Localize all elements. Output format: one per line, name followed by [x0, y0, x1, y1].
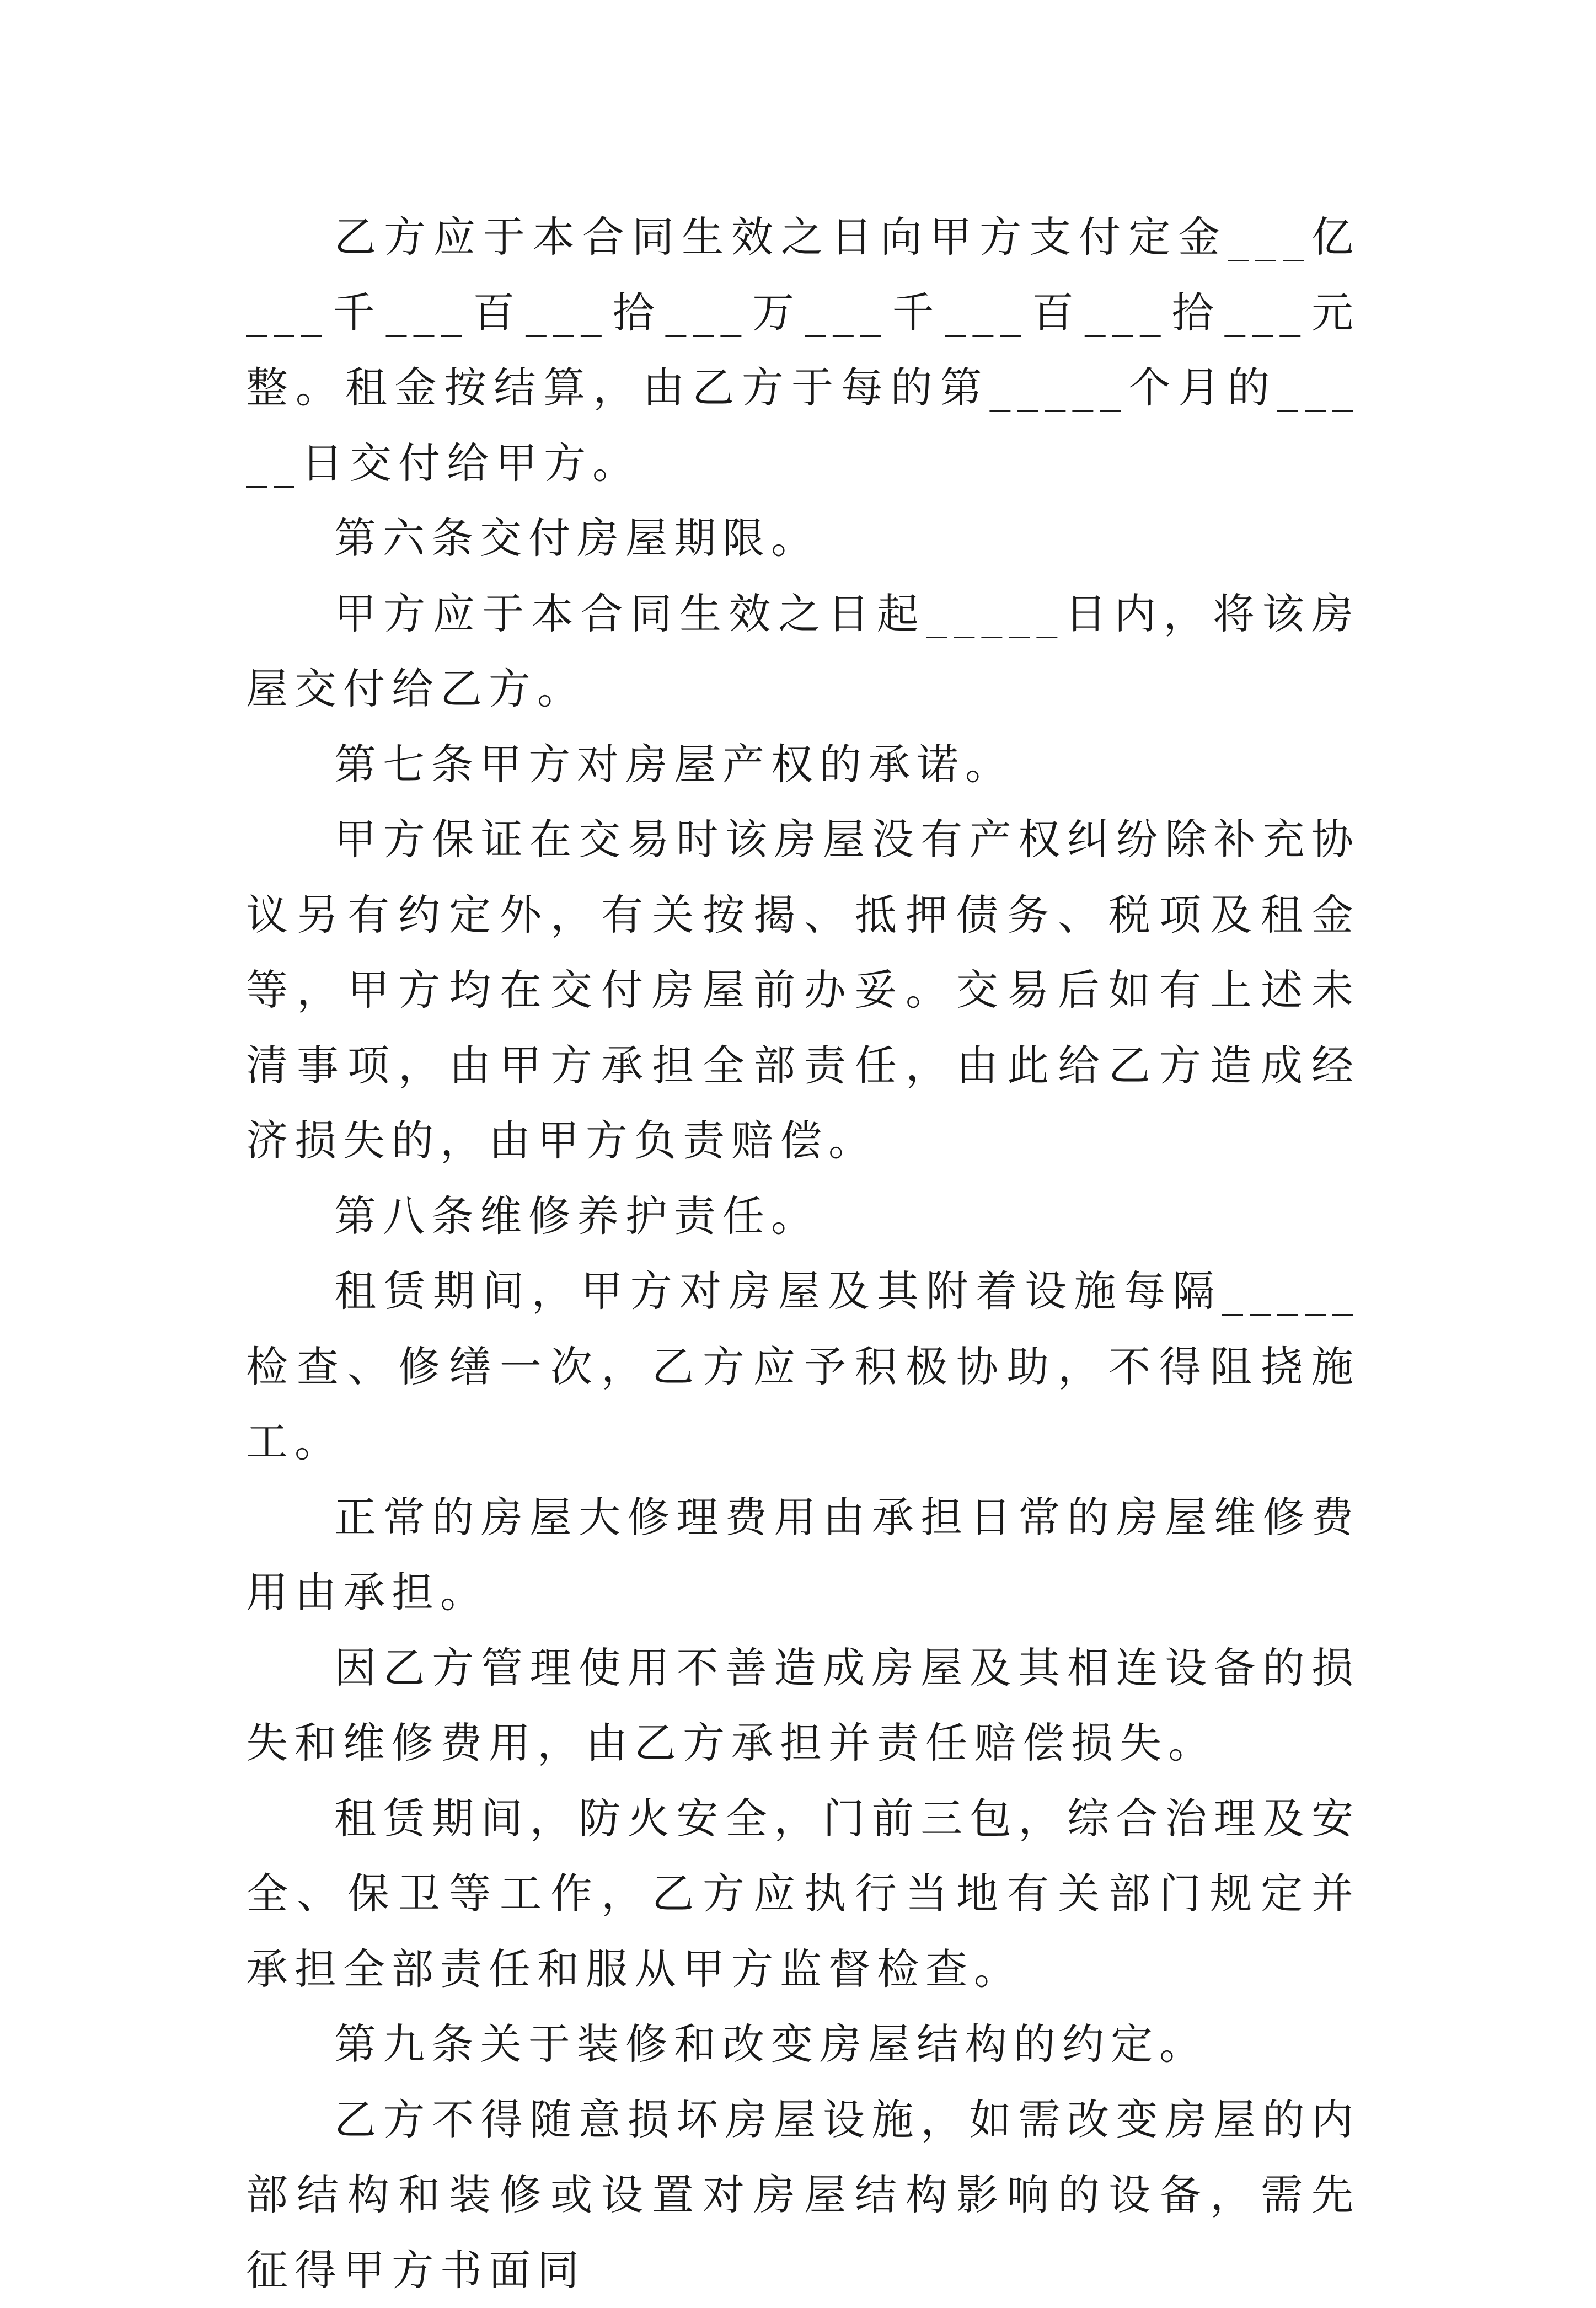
- heading-article-8: 第八条维修养护责任。: [246, 1179, 1360, 1254]
- paragraph-safety-duties: 租赁期间，防火安全，门前三包，综合治理及安全、保卫等工作，乙方应执行当地有关部门规定并承担全部责任和服从甲方监督检查。: [246, 1781, 1360, 2007]
- paragraph-property-rights-guarantee: 甲方保证在交易时该房屋没有产权纠纷除补充协议另有约定外，有关按揭、抵押债务、税项及租金等，甲方均在交付房屋前办妥。交易后如有上述未清事项，由甲方承担全部责任，由此给乙方造成经济损失的，由甲方负责赔偿。: [246, 802, 1360, 1179]
- paragraph-repair-costs: 正常的房屋大修理费用由承担日常的房屋维修费用由承担。: [246, 1480, 1360, 1631]
- paragraph-damage-liability: 因乙方管理使用不善造成房屋及其相连设备的损失和维修费用，由乙方承担并责任赔偿损失。: [246, 1631, 1360, 1781]
- paragraph-delivery-deadline: 甲方应于本合同生效之日起_____日内，将该房屋交付给乙方。: [246, 576, 1360, 727]
- paragraph-renovation-terms: 乙方不得随意损坏房屋设施，如需改变房屋的内部结构和装修或设置对房屋结构影响的设备，需先征得甲方书面同: [246, 2082, 1360, 2308]
- paragraph-deposit-payment: 乙方应于本合同生效之日向甲方支付定金___亿___千___百___拾___万___千___百___拾___元整。租金按结算，由乙方于每的第_____个月的_____日交付给甲方。: [246, 200, 1360, 501]
- document-body: [246, 200, 1360, 2308]
- heading-article-7: 第七条甲方对房屋产权的承诺。: [246, 727, 1360, 803]
- heading-article-9: 第九条关于装修和改变房屋结构的约定。: [246, 2007, 1360, 2082]
- paragraph-inspection-interval: 租赁期间，甲方对房屋及其附着设施每隔_____检查、修缮一次，乙方应予积极协助，不得阻挠施工。: [246, 1254, 1360, 1480]
- heading-article-6: 第六条交付房屋期限。: [246, 501, 1360, 576]
